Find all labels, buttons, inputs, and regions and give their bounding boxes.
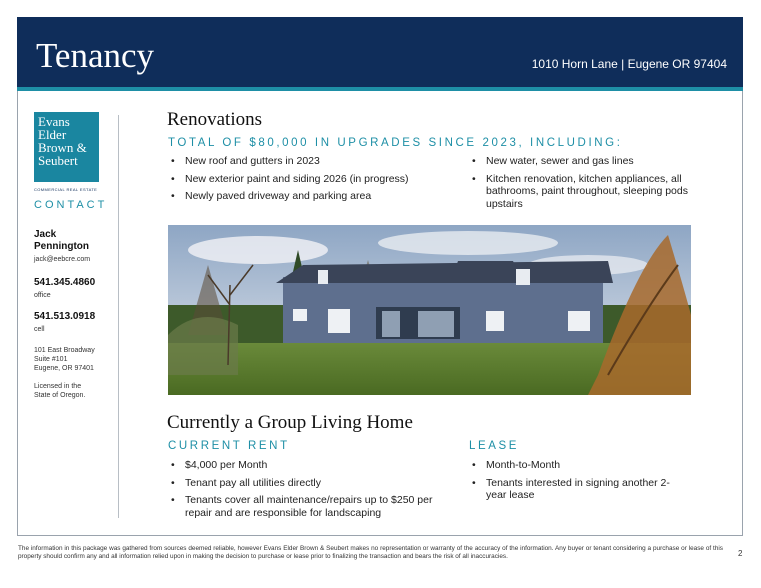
list-item: • New roof and gutters in 2023 <box>168 155 458 168</box>
list-item: • New water, sewer and gas lines <box>469 155 704 168</box>
logo-line: Seubert <box>38 153 78 168</box>
company-logo <box>34 112 99 182</box>
contact-email[interactable]: jack@eebcre.com <box>34 256 91 263</box>
contact-name-first: Jack <box>34 229 57 240</box>
disclaimer: The information in this package was gathered from sources deemed reliable, however Evans Elder Brown & Seubert makes no representation or warranty of the accuracy of the information. Any buyer or tenant considering a purchase or lease of this property should confirm any and all information relied upon in making the decision to purchase or lease prior to finalizing the transaction and bears the risk of all inaccuracies. <box>18 545 723 560</box>
property-photo <box>168 225 691 395</box>
logo-subline: COMMERCIAL REAL ESTATE <box>34 187 98 192</box>
office-address-line: Suite #101 <box>34 356 68 363</box>
lease-heading: LEASE <box>469 440 520 452</box>
logo-line: Evans <box>38 114 70 129</box>
list-item: • New exterior paint and siding 2026 (in progress) <box>168 173 458 186</box>
sidebar <box>34 112 104 192</box>
page-number: 2 <box>738 549 743 558</box>
logo-line: Elder <box>38 127 67 142</box>
cell-phone[interactable]: 541.513.0918 <box>34 311 96 322</box>
rent-list <box>168 459 453 524</box>
list-item: • Kitchen renovation, kitchen appliances, all bathrooms, paint throughout, sleeping pods upstairs <box>469 173 704 211</box>
property-address: 1010 Horn Lane | Eugene OR 97404 <box>531 57 727 71</box>
cell-label: cell <box>34 326 45 333</box>
renovations-list-left <box>168 155 458 208</box>
list-item: • Tenants cover all maintenance/repairs up to $250 per repair and are responsible for landscaping <box>168 494 453 519</box>
office-phone[interactable]: 541.345.4860 <box>34 277 96 288</box>
office-label: office <box>34 292 51 299</box>
renovations-list-right <box>469 155 704 215</box>
current-rent-heading: CURRENT RENT <box>168 440 290 452</box>
list-item: • $4,000 per Month <box>168 459 453 472</box>
list-item: • Month-to-Month <box>469 459 679 472</box>
office-address-line: 101 East Broadway <box>34 347 95 354</box>
list-item: • Tenant pay all utilities directly <box>168 477 453 490</box>
group-home-heading: Currently a Group Living Home <box>167 412 413 433</box>
logo-line: Brown & <box>38 140 87 155</box>
list-item: • Tenants interested in signing another 2-year lease <box>469 477 679 502</box>
lease-list <box>469 459 679 507</box>
sidebar-divider <box>118 115 119 518</box>
list-item: • Newly paved driveway and parking area <box>168 190 458 203</box>
renovations-heading: Renovations <box>167 109 262 130</box>
license-line: Licensed in the <box>34 383 82 390</box>
page-title: Tenancy <box>36 36 155 75</box>
license-line: State of Oregon. <box>34 392 86 399</box>
header-accent-stripe <box>17 87 743 91</box>
renovations-kicker: TOTAL OF $80,000 IN UPGRADES SINCE 2023, INCLUDING: <box>168 137 623 149</box>
contact-heading: CONTACT <box>34 199 108 211</box>
office-address-line: Eugene, OR 97401 <box>34 365 94 372</box>
contact-name-last: Pennington <box>34 241 89 252</box>
